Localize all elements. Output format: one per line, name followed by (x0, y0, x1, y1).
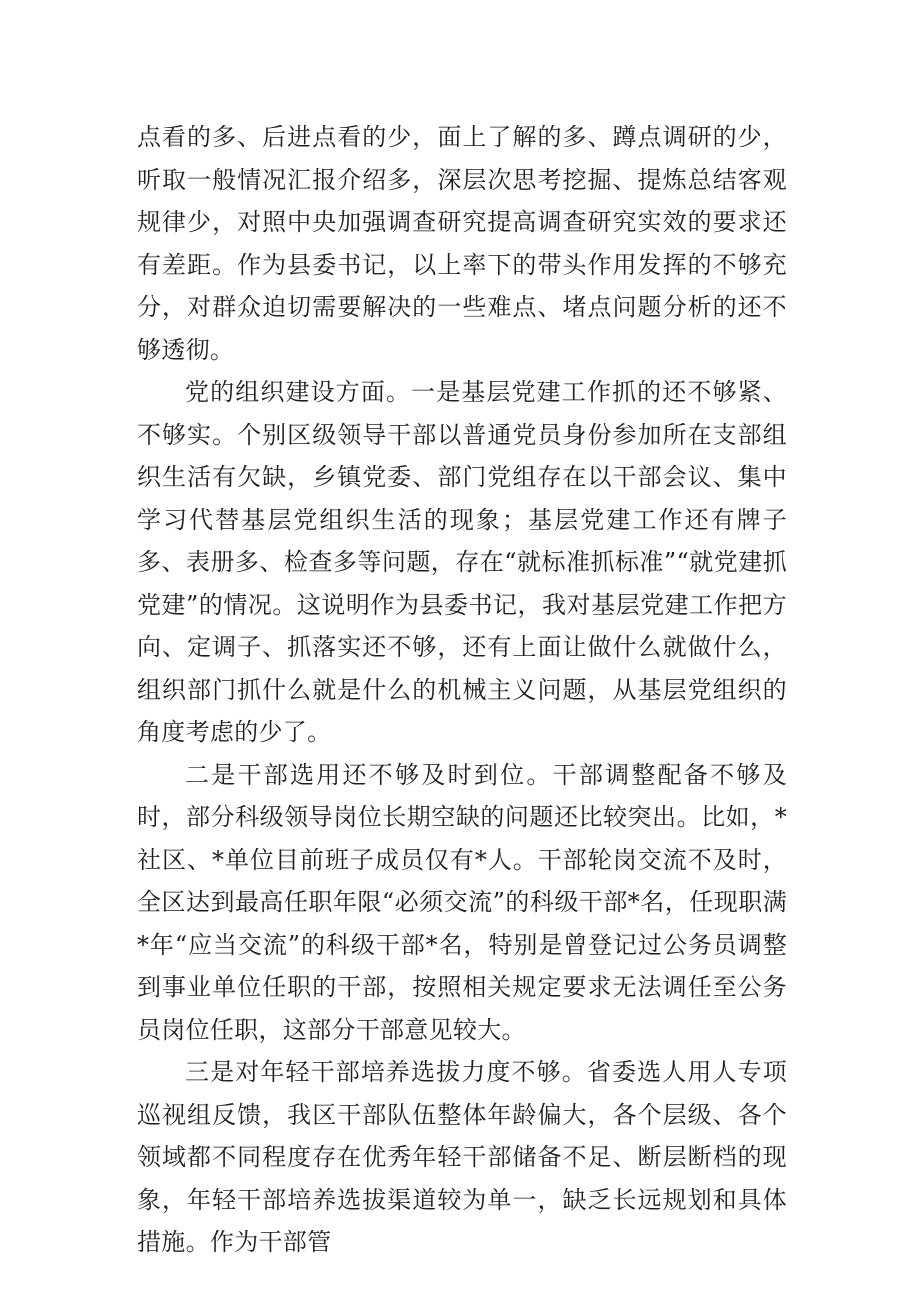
paragraph-party-organization: 党的组织建设方面。一是基层党建工作抓的还不够紧、不够实。个别区级领导干部以普通党员身份参加所在支部组织生活有欠缺，乡镇党委、部门党组存在以干部会议、集中学习代替基层党组织生活的现象；基层党建工作还有牌子多、表册多、检查多等问题，存在“就标准抓标准”“就党建抓党建”的情况。这说明作为县委书记，我对基层党建工作把方向、定调子、抓落实还不够，还有上面让做什么就做什么，组织部门抓什么就是什么的机械主义问题，从基层党组织的角度考虑的少了。 (137, 378, 787, 746)
paragraph-continuation: 点看的多、后进点看的少，面上了解的多、蹲点调研的少，听取一般情况汇报介绍多，深层次思考挖掘、提炼总结客观规律少，对照中央加强调查研究提高调查研究实效的要求还有差距。作为县委书记，以上率下的带头作用发挥的不够充分，对群众迫切需要解决的一些难点、堵点问题分析的还不够透彻。 (137, 123, 787, 364)
paragraph-cadre-selection: 二是干部选用还不够及时到位。干部调整配备不够及时，部分科级领导岗位长期空缺的问题还比较突出。比如，*社区、*单位目前班子成员仅有*人。干部轮岗交流不及时，全区达到最高任职年限“必须交流”的科级干部*名，任现职满*年“应当交流”的科级干部*名，特别是曾登记过公务员调整到事业单位任职的干部，按照相关规定要求无法调任至公务员岗位任职，这部分干部意见较大。 (137, 760, 787, 1044)
document-body (137, 116, 787, 1264)
paragraph-young-cadres: 三是对年轻干部培养选拔力度不够。省委选人用人专项巡视组反馈，我区干部队伍整体年龄偏大，各个层级、各个领域都不同程度存在优秀年轻干部储备不足、断层断档的现象，年轻干部培养选拔渠道较为单一，缺乏长远规划和具体措施。作为干部管 (137, 1058, 787, 1256)
